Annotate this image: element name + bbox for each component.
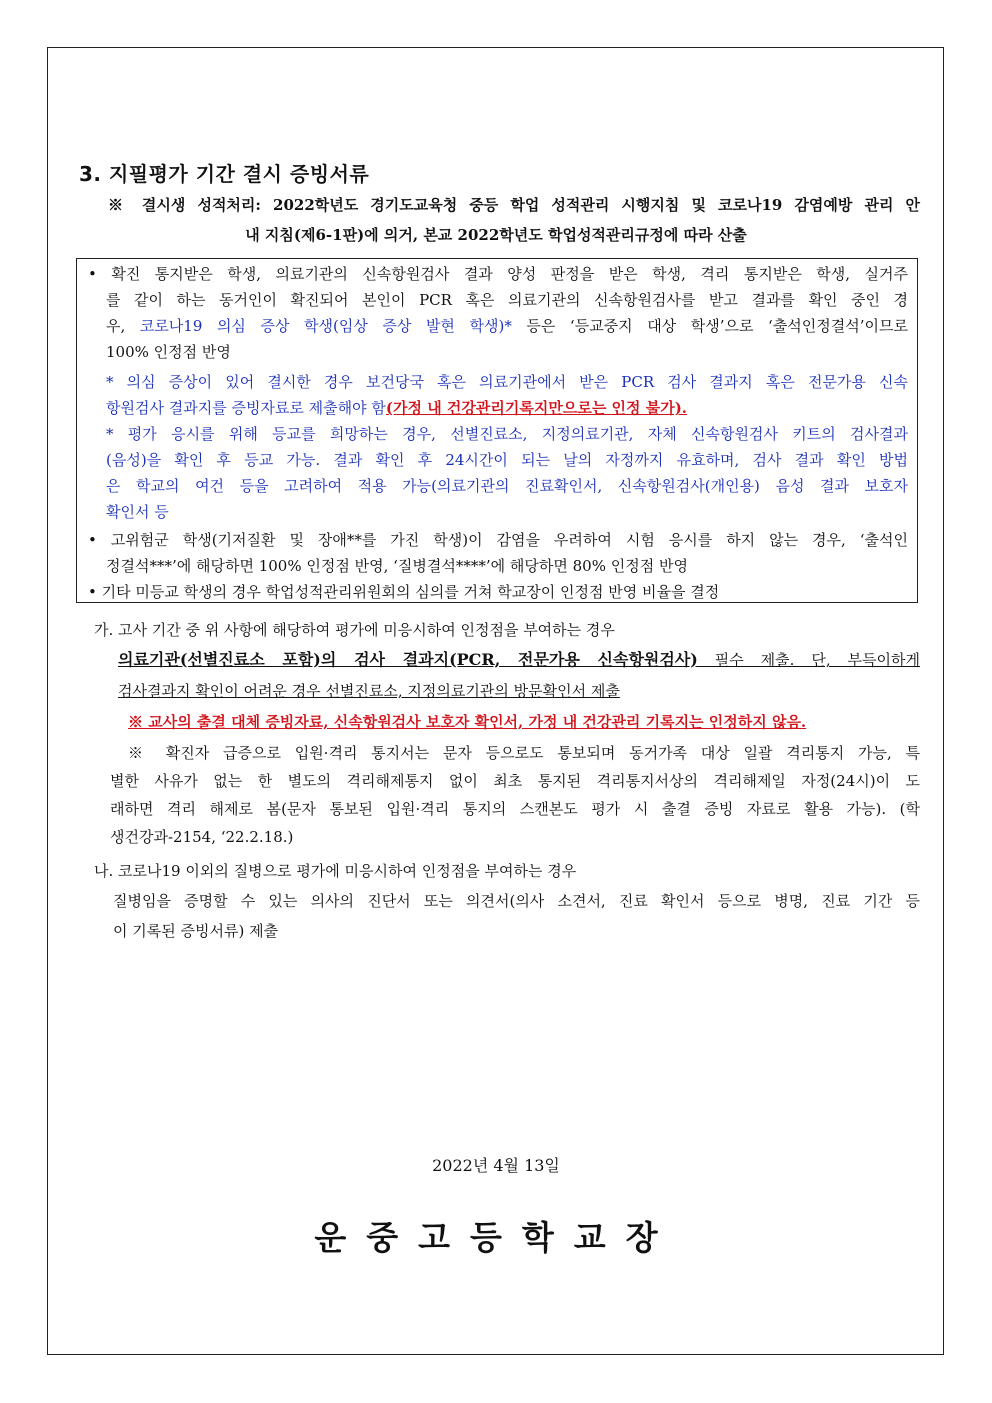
section-title: 3. 지필평가 기간 결시 증빙서류 (79, 162, 370, 186)
note-line-2: 내 지침(제6-1판)에 의거, 본교 2022학년도 학업성적관리규정에 따라 산출 (245, 226, 747, 244)
not-accepted-text: (가정 내 건강관리기록지만으로는 인정 불가). (385, 399, 688, 417)
subnote-2-line-1: * 평가 응시를 위해 등교를 희망하는 경우, 선별진료소, 지정의료기관, 자체 신속항원검사 키트의 검사결과 (106, 425, 908, 443)
signature-school: 운중고등학교장 (314, 1218, 678, 1257)
bullet-1-line-2: 를 같이 하는 동거인이 확진되어 본인이 PCR 혹은 의료기관의 신속항원검사를 받고 결과를 확인 중인 경 (106, 291, 908, 309)
suspected-student-text: 코로나19 의심 증상 학생(임상 증상 발현 학생)* (139, 317, 512, 335)
ga-note2-line-2: 별한 사유가 없는 한 별도의 격리해제통지 없이 최초 통지된 격리통지서상의 격리해제일 자정(24시)이 도 (110, 772, 920, 790)
signature-date: 2022년 4월 13일 (432, 1156, 560, 1175)
na-heading: 나. 코로나19 이외의 질병으로 평가에 미응시하여 인정점을 부여하는 경우 (94, 862, 577, 880)
bullet-1-line-1: • 확진 통지받은 학생, 의료기관의 신속항원검사 결과 양성 판정을 받은 학생, 격리 통지받은 학생, 실거주 (88, 265, 908, 283)
bullet-1-line-4: 100% 인정점 반영 (106, 343, 231, 361)
bullet-2-line-1: • 고위험군 학생(기저질환 및 장애**를 가진 학생)이 감염을 우려하여 시험 응시를 하지 않는 경우, ‘출석인 (88, 531, 908, 549)
bullet-1-line-3: 우, 코로나19 의심 증상 학생(임상 증상 발현 학생)* 등은 ‘등교중지 대상 학생’으로 ‘출석인정결석’이므로 (106, 317, 908, 335)
subnote-1-line-1: * 의심 증상이 있어 결시한 경우 보건당국 혹은 의료기관에서 받은 PCR 검사 결과지 혹은 전문가용 신속 (106, 373, 908, 391)
na-line-2: 이 기록된 증빙서류) 제출 (113, 922, 279, 940)
subnote-2-line-4: 확인서 등 (106, 503, 169, 521)
bullet-3-line-1: • 기타 미등교 학생의 경우 학업성적관리위원회의 심의를 거쳐 학교장이 인정점 반영 비율을 결정 (88, 583, 720, 601)
ga-note2-line-1: ※ 확진자 급증으로 입원·격리 통지서는 문자 등으로도 통보되며 동거가족 대상 일괄 격리통지 가능, 특 (128, 744, 921, 762)
required-docs-text: 의료기관(선별진료소 포함)의 검사 결과지(PCR, 전문가용 신속항원검사) (118, 650, 698, 669)
ga-red-note: ※ 교사의 출결 대체 증빙자료, 신속항원검사 보호자 확인서, 가정 내 건강관리 기록지는 인정하지 않음. (128, 713, 807, 731)
ga-line-1: 의료기관(선별진료소 포함)의 검사 결과지(PCR, 전문가용 신속항원검사) 필수 제출. 단, 부득이하게 (118, 650, 920, 669)
subnote-1-line-2: 항원검사 결과지를 증빙자료로 제출해야 함(가정 내 건강관리기록지만으로는 인정 불가). (106, 399, 688, 417)
ga-note2-line-3: 래하면 격리 해제로 봄(문자 통보된 입원·격리 통지의 스캔본도 평가 시 출결 증빙 자료로 활용 가능). (학 (110, 800, 920, 818)
subnote-2-line-2: (음성)을 확인 후 등교 가능. 결과 확인 후 24시간이 되는 날의 자정까지 유효하며, 검사 결과 확인 방법 (106, 451, 908, 469)
subnote-2-line-3: 은 학교의 여건 등을 고려하여 적용 가능(의료기관의 진료확인서, 신속항원검사(개인용) 음성 결과 보호자 (106, 477, 908, 495)
bullet-2-line-2: 정결석***’에 해당하면 100% 인정점 반영, ‘질병결석****’에 해당하면 80% 인정점 반영 (106, 557, 688, 575)
na-line-1: 질병임을 증명할 수 있는 의사의 진단서 또는 의견서(의사 소견서, 진료 확인서 등으로 병명, 진료 기간 등 (113, 892, 920, 910)
ga-note2-line-4: 생건강과-2154, ‘22.2.18.) (110, 828, 294, 846)
ga-line-2: 검사결과지 확인이 어려운 경우 선별진료소, 지정의료기관의 방문확인서 제출 (118, 682, 620, 700)
note-line-1: ※ 결시생 성적처리: 2022학년도 경기도교육청 중등 학업 성적관리 시행지침 및 코로나19 감염예방 관리 안 (108, 196, 920, 214)
ga-heading: 가. 고사 기간 중 위 사항에 해당하여 평가에 미응시하여 인정점을 부여하는 경우 (94, 621, 615, 639)
